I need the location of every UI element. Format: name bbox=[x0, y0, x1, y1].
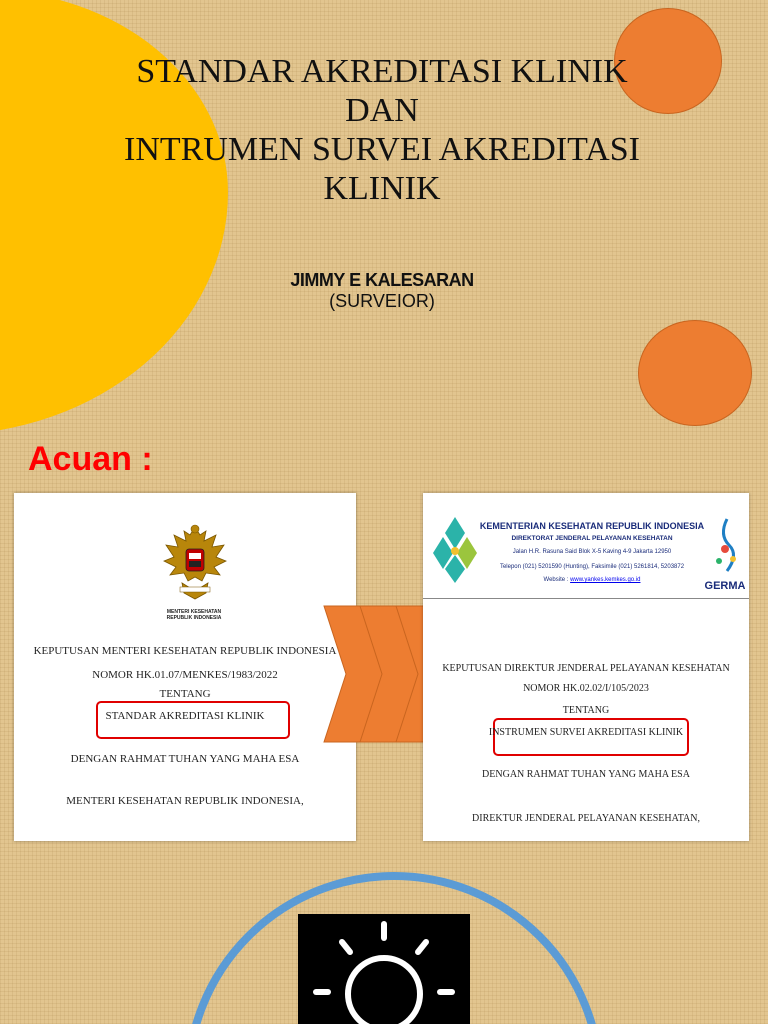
doc1-line-3: TENTANG bbox=[159, 688, 211, 700]
doc2-line-3: TENTANG bbox=[562, 705, 610, 716]
doc2-highlight-text: INSTRUMEN SURVEI AKREDITASI KLINIK bbox=[488, 727, 684, 738]
doc2-line-5: DIREKTUR JENDERAL PELAYANAN KESEHATAN, bbox=[472, 813, 700, 824]
doc1-line-4: DENGAN RAHMAT TUHAN YANG MAHA ESA bbox=[70, 753, 300, 765]
doc1-line-5: MENTERI KESEHATAN REPUBLIK INDONESIA, bbox=[66, 795, 304, 807]
author-role: (SURVEIOR) bbox=[329, 291, 435, 311]
germas-logo-icon bbox=[705, 515, 745, 595]
author-name: JIMMY E KALESARAN bbox=[290, 270, 474, 290]
slide-title bbox=[40, 52, 724, 208]
document-keputusan-menteri bbox=[14, 493, 356, 841]
title-line-1: STANDAR AKREDITASI KLINIK bbox=[136, 53, 628, 90]
kemenkes-logo-icon bbox=[431, 513, 479, 585]
lightbulb-icon bbox=[298, 914, 470, 1024]
letterhead-address: Jalan H.R. Rasuna Said Blok X-5 Kaving 4-9 Jakarta 12950 bbox=[512, 549, 672, 555]
title-line-3: INTRUMEN SURVEI AKREDITASI bbox=[124, 131, 640, 168]
emblem-caption: MENTERI KESEHATAN REPUBLIK INDONESIA bbox=[166, 609, 222, 621]
doc2-line-4: DENGAN RAHMAT TUHAN YANG MAHA ESA bbox=[482, 769, 690, 780]
doc1-highlight-text: STANDAR AKREDITASI KLINIK bbox=[105, 710, 265, 722]
letterhead-website: Website : www.yankes.kemkes.go.id bbox=[543, 577, 641, 583]
website-link[interactable]: www.yankes.kemkes.go.id bbox=[570, 577, 641, 583]
letterhead bbox=[423, 493, 749, 599]
title-line-2: DAN bbox=[345, 92, 419, 129]
document-keputusan-dirjen bbox=[423, 493, 749, 841]
garuda-emblem-icon bbox=[160, 521, 230, 606]
letterhead-subtitle: DIREKTORAT JENDERAL PELAYANAN KESEHATAN bbox=[511, 535, 673, 542]
title-line-4: KLINIK bbox=[323, 170, 441, 207]
doc2-line-2: NOMOR HK.02.02/I/105/2023 bbox=[523, 683, 649, 694]
author-block bbox=[180, 270, 584, 312]
doc2-line-1: KEPUTUSAN DIREKTUR JENDERAL PELAYANAN KESEHATAN bbox=[442, 663, 730, 674]
acuan-heading: Acuan : bbox=[28, 440, 153, 478]
doc1-line-2: NOMOR HK.01.07/MENKES/1983/2022 bbox=[92, 669, 278, 681]
letterhead-phone: Telepon (021) 5201590 (Hunting), Faksimile (021) 5261814, 5203872 bbox=[499, 564, 685, 570]
letterhead-title: KEMENTERIAN KESEHATAN REPUBLIK INDONESIA bbox=[479, 521, 705, 531]
doc1-line-1: KEPUTUSAN MENTERI KESEHATAN REPUBLIK INDONESIA bbox=[33, 645, 337, 657]
germas-label: GERMA bbox=[705, 580, 745, 592]
lightbulb-tile bbox=[298, 914, 470, 1024]
orange-circle-middle bbox=[638, 320, 752, 426]
